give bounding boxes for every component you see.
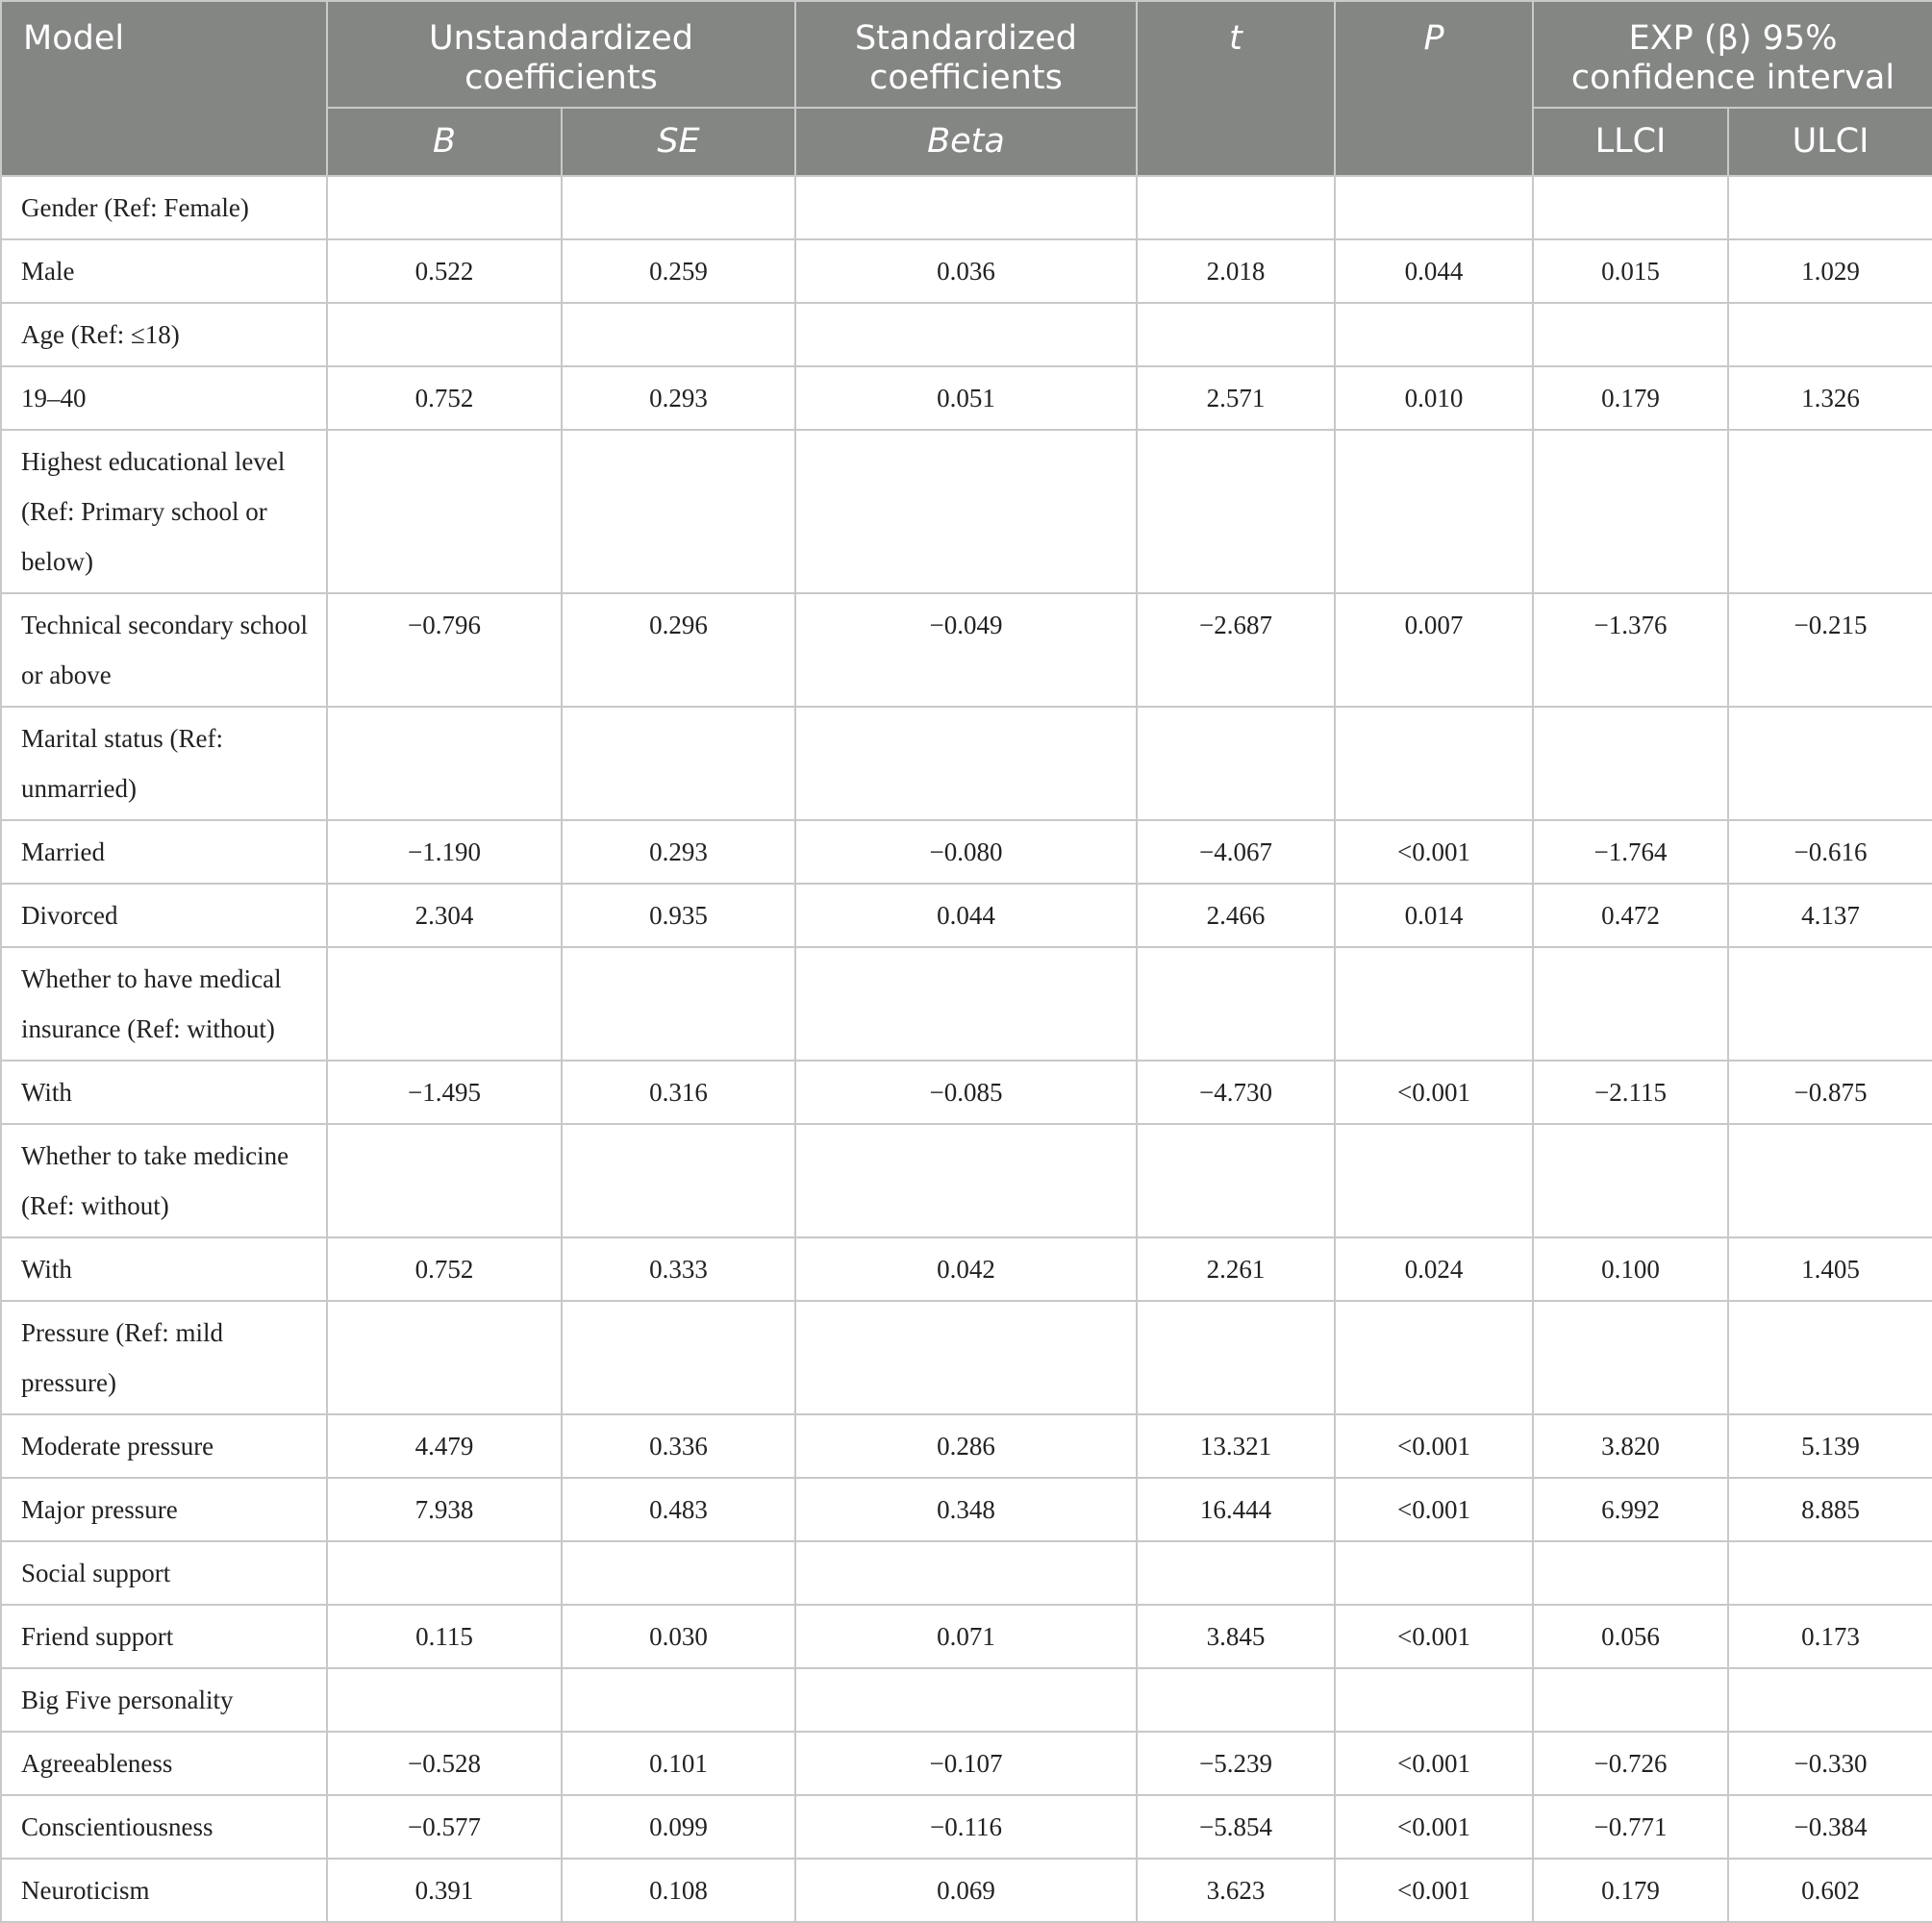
table-row — [1, 430, 1932, 593]
cell-se — [562, 1668, 795, 1732]
cell-t: −5.854 — [1137, 1795, 1335, 1859]
cell-b: 0.115 — [327, 1605, 562, 1668]
cell-p: <0.001 — [1335, 1795, 1533, 1859]
cell-p: <0.001 — [1335, 1478, 1533, 1541]
cell-se — [562, 176, 795, 239]
cell-beta — [795, 1301, 1137, 1414]
header-se: SE — [562, 108, 795, 176]
cell-t: −5.239 — [1137, 1732, 1335, 1795]
row-label: Neuroticism — [1, 1859, 327, 1922]
table-body — [1, 176, 1932, 1922]
cell-t — [1137, 1541, 1335, 1605]
cell-llci — [1533, 707, 1728, 820]
cell-b: 4.479 — [327, 1414, 562, 1478]
cell-beta — [795, 947, 1137, 1061]
cell-ulci: 4.137 — [1728, 884, 1932, 947]
cell-b: −0.796 — [327, 593, 562, 707]
cell-beta — [795, 430, 1137, 593]
cell-llci — [1533, 1668, 1728, 1732]
table-row — [1, 303, 1932, 366]
cell-se: 0.483 — [562, 1478, 795, 1541]
cell-ulci — [1728, 430, 1932, 593]
row-label: Gender (Ref: Female) — [1, 176, 327, 239]
cell-p: <0.001 — [1335, 1732, 1533, 1795]
table-row — [1, 1414, 1932, 1478]
cell-llci: 0.179 — [1533, 366, 1728, 430]
cell-ulci: −0.875 — [1728, 1061, 1932, 1124]
cell-t — [1137, 430, 1335, 593]
row-label: Age (Ref: ≤18) — [1, 303, 327, 366]
row-label: With — [1, 1061, 327, 1124]
header-unstandardized: Unstandardized coefficients — [327, 1, 795, 108]
table-row — [1, 593, 1932, 707]
cell-b — [327, 1541, 562, 1605]
cell-t — [1137, 947, 1335, 1061]
cell-llci — [1533, 176, 1728, 239]
cell-b — [327, 430, 562, 593]
table-header — [1, 1, 1932, 176]
table-row — [1, 1732, 1932, 1795]
row-label: Friend support — [1, 1605, 327, 1668]
row-label: Whether to have medical insurance (Ref: without) — [1, 947, 327, 1061]
cell-llci — [1533, 1541, 1728, 1605]
cell-se: 0.336 — [562, 1414, 795, 1478]
cell-se: 0.935 — [562, 884, 795, 947]
cell-se — [562, 1541, 795, 1605]
cell-beta: 0.044 — [795, 884, 1137, 947]
cell-b: −0.577 — [327, 1795, 562, 1859]
cell-b: 0.391 — [327, 1859, 562, 1922]
cell-llci: −2.115 — [1533, 1061, 1728, 1124]
header-t: t — [1137, 1, 1335, 176]
cell-ulci: 0.173 — [1728, 1605, 1932, 1668]
cell-t: 3.623 — [1137, 1859, 1335, 1922]
cell-p — [1335, 947, 1533, 1061]
cell-beta — [795, 1668, 1137, 1732]
cell-se — [562, 430, 795, 593]
row-label: Agreeableness — [1, 1732, 327, 1795]
table-row — [1, 884, 1932, 947]
cell-t: 2.466 — [1137, 884, 1335, 947]
row-label: Major pressure — [1, 1478, 327, 1541]
cell-beta: −0.116 — [795, 1795, 1137, 1859]
cell-ulci — [1728, 947, 1932, 1061]
table-row — [1, 1301, 1932, 1414]
cell-ulci — [1728, 1124, 1932, 1237]
row-label: Whether to take medicine (Ref: without) — [1, 1124, 327, 1237]
cell-p — [1335, 176, 1533, 239]
table-row — [1, 1541, 1932, 1605]
cell-t — [1137, 303, 1335, 366]
table-row — [1, 366, 1932, 430]
cell-se — [562, 707, 795, 820]
table-row — [1, 176, 1932, 239]
cell-t: 2.571 — [1137, 366, 1335, 430]
header-ulci: ULCI — [1728, 108, 1932, 176]
cell-beta — [795, 1541, 1137, 1605]
cell-beta — [795, 707, 1137, 820]
cell-beta — [795, 176, 1137, 239]
cell-ulci — [1728, 707, 1932, 820]
cell-llci: 6.992 — [1533, 1478, 1728, 1541]
cell-t: 3.845 — [1137, 1605, 1335, 1668]
cell-t: −2.687 — [1137, 593, 1335, 707]
table-row — [1, 1859, 1932, 1922]
row-label: Male — [1, 239, 327, 303]
cell-llci — [1533, 947, 1728, 1061]
row-label: With — [1, 1237, 327, 1301]
cell-t — [1137, 1668, 1335, 1732]
cell-se: 0.293 — [562, 366, 795, 430]
cell-p — [1335, 1541, 1533, 1605]
cell-ulci — [1728, 303, 1932, 366]
cell-llci — [1533, 430, 1728, 593]
header-standardized: Standardized coefficients — [795, 1, 1137, 108]
cell-p: 0.014 — [1335, 884, 1533, 947]
cell-se: 0.101 — [562, 1732, 795, 1795]
cell-llci: 0.472 — [1533, 884, 1728, 947]
cell-beta: −0.085 — [795, 1061, 1137, 1124]
cell-p — [1335, 430, 1533, 593]
cell-se — [562, 947, 795, 1061]
row-label: Highest educational level (Ref: Primary school or below) — [1, 430, 327, 593]
cell-ulci: 1.029 — [1728, 239, 1932, 303]
cell-llci: −0.771 — [1533, 1795, 1728, 1859]
cell-beta: −0.107 — [795, 1732, 1137, 1795]
cell-b — [327, 1124, 562, 1237]
cell-llci — [1533, 1301, 1728, 1414]
cell-se: 0.259 — [562, 239, 795, 303]
cell-b: 2.304 — [327, 884, 562, 947]
cell-ulci: −0.215 — [1728, 593, 1932, 707]
table-row — [1, 947, 1932, 1061]
cell-p: <0.001 — [1335, 1414, 1533, 1478]
cell-se: 0.316 — [562, 1061, 795, 1124]
cell-p — [1335, 1124, 1533, 1237]
cell-ulci: −0.616 — [1728, 820, 1932, 884]
row-label: Conscientiousness — [1, 1795, 327, 1859]
table-row — [1, 1061, 1932, 1124]
cell-beta: 0.069 — [795, 1859, 1137, 1922]
cell-t — [1137, 176, 1335, 239]
cell-llci: −0.726 — [1533, 1732, 1728, 1795]
row-label: Pressure (Ref: mild pressure) — [1, 1301, 327, 1414]
header-exp-ci: EXP (β) 95% confidence interval — [1533, 1, 1932, 108]
cell-p: <0.001 — [1335, 1061, 1533, 1124]
cell-ulci: −0.384 — [1728, 1795, 1932, 1859]
cell-ulci — [1728, 1668, 1932, 1732]
cell-t: −4.067 — [1137, 820, 1335, 884]
cell-p: <0.001 — [1335, 1605, 1533, 1668]
cell-p: 0.024 — [1335, 1237, 1533, 1301]
row-label: 19–40 — [1, 366, 327, 430]
row-label: Social support — [1, 1541, 327, 1605]
header-llci: LLCI — [1533, 108, 1728, 176]
cell-p — [1335, 303, 1533, 366]
cell-t: 13.321 — [1137, 1414, 1335, 1478]
cell-t: −4.730 — [1137, 1061, 1335, 1124]
cell-beta — [795, 303, 1137, 366]
row-label: Moderate pressure — [1, 1414, 327, 1478]
cell-t: 16.444 — [1137, 1478, 1335, 1541]
cell-llci: 0.056 — [1533, 1605, 1728, 1668]
cell-b — [327, 947, 562, 1061]
cell-ulci: 1.326 — [1728, 366, 1932, 430]
cell-b — [327, 303, 562, 366]
row-label: Married — [1, 820, 327, 884]
cell-llci — [1533, 1124, 1728, 1237]
cell-llci: −1.376 — [1533, 593, 1728, 707]
cell-beta: −0.080 — [795, 820, 1137, 884]
cell-b: 0.752 — [327, 366, 562, 430]
cell-se — [562, 1301, 795, 1414]
table-row — [1, 1124, 1932, 1237]
row-label: Technical secondary school or above — [1, 593, 327, 707]
table-row — [1, 1237, 1932, 1301]
cell-t: 2.018 — [1137, 239, 1335, 303]
cell-beta: 0.051 — [795, 366, 1137, 430]
cell-beta: 0.042 — [795, 1237, 1137, 1301]
header-p: P — [1335, 1, 1533, 176]
row-label: Divorced — [1, 884, 327, 947]
cell-p: 0.007 — [1335, 593, 1533, 707]
cell-beta: 0.036 — [795, 239, 1137, 303]
cell-p — [1335, 1301, 1533, 1414]
cell-ulci: 0.602 — [1728, 1859, 1932, 1922]
cell-p: <0.001 — [1335, 820, 1533, 884]
table-row — [1, 1668, 1932, 1732]
cell-beta: 0.286 — [795, 1414, 1137, 1478]
table-row — [1, 1478, 1932, 1541]
cell-beta: 0.348 — [795, 1478, 1137, 1541]
cell-llci: 0.015 — [1533, 239, 1728, 303]
header-b: B — [327, 108, 562, 176]
cell-p: 0.010 — [1335, 366, 1533, 430]
cell-t — [1137, 1301, 1335, 1414]
cell-t — [1137, 707, 1335, 820]
row-label: Big Five personality — [1, 1668, 327, 1732]
table-row — [1, 1605, 1932, 1668]
header-beta: Beta — [795, 108, 1137, 176]
cell-se: 0.099 — [562, 1795, 795, 1859]
cell-p: 0.044 — [1335, 239, 1533, 303]
cell-se: 0.030 — [562, 1605, 795, 1668]
cell-b: 0.752 — [327, 1237, 562, 1301]
cell-se: 0.293 — [562, 820, 795, 884]
cell-t — [1137, 1124, 1335, 1237]
cell-llci: −1.764 — [1533, 820, 1728, 884]
cell-b — [327, 707, 562, 820]
cell-beta — [795, 1124, 1137, 1237]
cell-b: 7.938 — [327, 1478, 562, 1541]
cell-se: 0.296 — [562, 593, 795, 707]
cell-b — [327, 1668, 562, 1732]
cell-se — [562, 1124, 795, 1237]
cell-beta: −0.049 — [795, 593, 1137, 707]
header-model: Model — [1, 1, 327, 176]
cell-t: 2.261 — [1137, 1237, 1335, 1301]
cell-b: −1.495 — [327, 1061, 562, 1124]
table-row — [1, 707, 1932, 820]
cell-b — [327, 1301, 562, 1414]
cell-llci: 0.100 — [1533, 1237, 1728, 1301]
table-row — [1, 239, 1932, 303]
cell-ulci — [1728, 176, 1932, 239]
cell-b: 0.522 — [327, 239, 562, 303]
cell-ulci: 8.885 — [1728, 1478, 1932, 1541]
cell-ulci: −0.330 — [1728, 1732, 1932, 1795]
cell-ulci: 1.405 — [1728, 1237, 1932, 1301]
cell-ulci — [1728, 1541, 1932, 1605]
cell-llci: 3.820 — [1533, 1414, 1728, 1478]
cell-ulci — [1728, 1301, 1932, 1414]
table-row — [1, 1795, 1932, 1859]
cell-llci — [1533, 303, 1728, 366]
cell-b: −1.190 — [327, 820, 562, 884]
row-label: Marital status (Ref: unmarried) — [1, 707, 327, 820]
cell-b — [327, 176, 562, 239]
cell-se — [562, 303, 795, 366]
cell-llci: 0.179 — [1533, 1859, 1728, 1922]
cell-se: 0.333 — [562, 1237, 795, 1301]
cell-p — [1335, 1668, 1533, 1732]
cell-b: −0.528 — [327, 1732, 562, 1795]
cell-beta: 0.071 — [795, 1605, 1137, 1668]
cell-p — [1335, 707, 1533, 820]
cell-p: <0.001 — [1335, 1859, 1533, 1922]
cell-ulci: 5.139 — [1728, 1414, 1932, 1478]
cell-se: 0.108 — [562, 1859, 795, 1922]
table-row — [1, 820, 1932, 884]
